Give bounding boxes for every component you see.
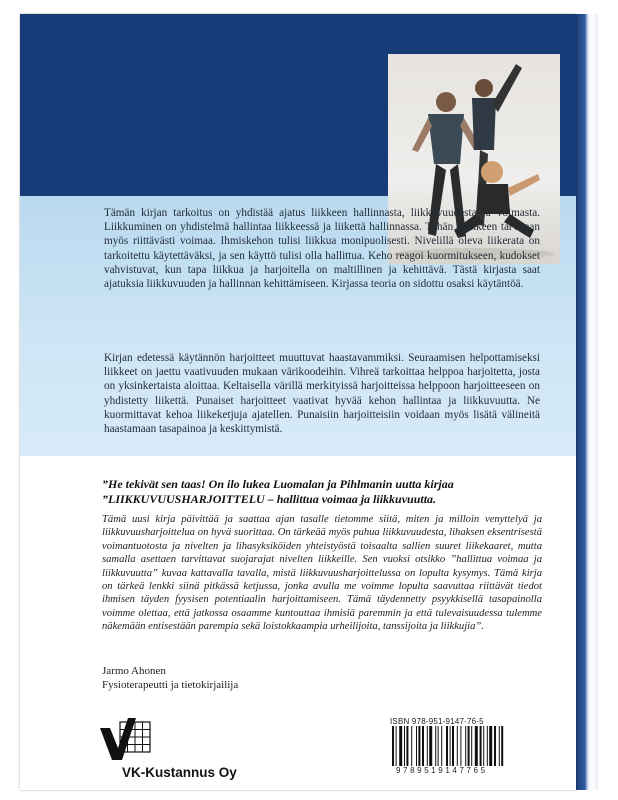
book-spine [576,14,598,790]
barcode-bar [471,726,472,766]
publisher-logo [98,714,154,766]
barcode-bar [450,726,451,766]
barcode-bar [487,726,488,766]
barcode-bar [499,726,500,766]
isbn-barcode [390,726,540,766]
barcode-bar [396,726,397,766]
barcode-bar [468,726,470,766]
barcode-bar [429,726,432,766]
barcode-bar [483,726,484,766]
barcode-bar [416,726,417,766]
barcode-bar [418,726,420,766]
barcode-bar [404,726,405,766]
barcode-bar [494,726,496,766]
barcode-digits: 9789519147765 [396,766,488,775]
barcode-bar [441,726,442,766]
quote-author [102,664,238,692]
blurb-paragraph-2: Kirjan edetessä käytännön harjoitteet muuttuvat haastavammiksi. Seuraamisen helpottamiseksi liikkeet on jaettu vaativuuden mukaan värikoodeihin. Vihreä tarkoittaa helppoa harjoitetta, josta on yksinkertaista aloittaa. Keltaisella värillä merkityissä harjoitteissa helppoon harjoitteeseen on yhdistetty liikettä. Punaiset harjoitteet vaativat hyvää kehon hallintaa ja liikkuvuutta. Ne kuormittavat kehoa liikeketjuja ajatellen. Punaisiin harjoitteisiin voidaan myös lisätä välineitä haastamaan tasapainoa ja keskittymistä. [104,352,540,436]
barcode-bar [427,726,428,766]
barcode-bar [501,726,503,766]
barcode-bar [438,726,439,766]
barcode-bar [435,726,436,766]
barcode-bar [446,726,448,766]
barcode-bar [475,726,478,766]
barcode-bar [465,726,466,766]
book-back-cover [20,14,576,790]
barcode-bar [489,726,492,766]
barcode-bar [392,726,394,766]
blurb-paragraph-1: Tämän kirjan tarkoitus on yhdistää ajatus liikkeen hallinnasta, liikkuvuudesta ja voimasta. Liikkuminen on yhdistelmä hallintaa liikkeessä ja liikettä hallinnassa. Tähän kaikkeen tarvitaan myös riittävästi voimaa. Ihmiskehon tulisi liikkua monipuolisesti. Nivelillä oleva liikerata on tarkoitettu käytettäväksi, ja sen käyttö tulisi olla hallittua. Keho reagoi kuormitukseen, kudokset vahvistuvat, kun tapa liikkua ja harjoitella on maltillinen ja kehittävä. Tästä kirjasta saat ajatuksia liikkuvuuden ja hallinnan kehittämiseen. Kirjassa teoria on sidottu osaksi käytäntöä. [104,207,540,291]
barcode-bar [452,726,454,766]
isbn-label: ISBN 978-951-9147-76-5 [390,717,484,726]
barcode-bar [480,726,482,766]
barcode-bar [422,726,424,766]
publisher-logo-graphic [98,714,154,766]
barcode-bar [460,726,461,766]
barcode-bar [399,726,402,766]
barcode-bar [411,726,412,766]
quote-heading: ”He tekivät sen taas! On ilo lukea Luomalan ja Pihlmanin uutta kirjaa ”LIIKKUVUUSHARJOITTELU – hallittua voimaa ja liikkuvuutta. [102,477,454,506]
author-role: Fysioterapeutti ja tietokirjailija [102,679,239,691]
author-name: Jarmo Ahonen [102,665,166,677]
publisher-name: VK-Kustannus Oy [122,765,237,780]
quote-body: Tämä uusi kirja päivittää ja saattaa ajan tasalle tietomme siitä, miten ja milloin venyttelyä ja liikkuvuusharjoittelua on hyvä suorittaa. On tärkeää myös puhua liikkuvuudesta, lihaksen eksentrisestä voimantuotosta ja nivelten ja lihasyksiköiden yhteistyöstä toisaalta sallien suuret liikekaaret, mutta samalla asettaen tarvittavat suojarajat nivelten liikkeille. Sen vuoksi otsikko ”hallittua voimaa ja liikkuvuutta” kuvaa kattavalla tavalla, mistä liikkuvuusharjoittelussa on lopulta kysymys. Tämä kirja on tärkeä lenkki siinä pitkässä ketjussa, jonka avulla me voimme lopulta saavuttaa riittävät tiedot ihmisen täyden fyysisen potentiaalin harjoittamiseen. Tämä täydennetty psyykkisellä tasapainolla voimme olettaa, että jatkossa osaamme kuntouttaa ihmisiä paremmin ja että tulevaisuudessa tulemme näkemään entisestään parempia sekä loistokkaampia urheilijoita, tanssijoita ja liikkujia”. [102,514,542,633]
barcode-bar [457,726,458,766]
barcode-bar [406,726,408,766]
